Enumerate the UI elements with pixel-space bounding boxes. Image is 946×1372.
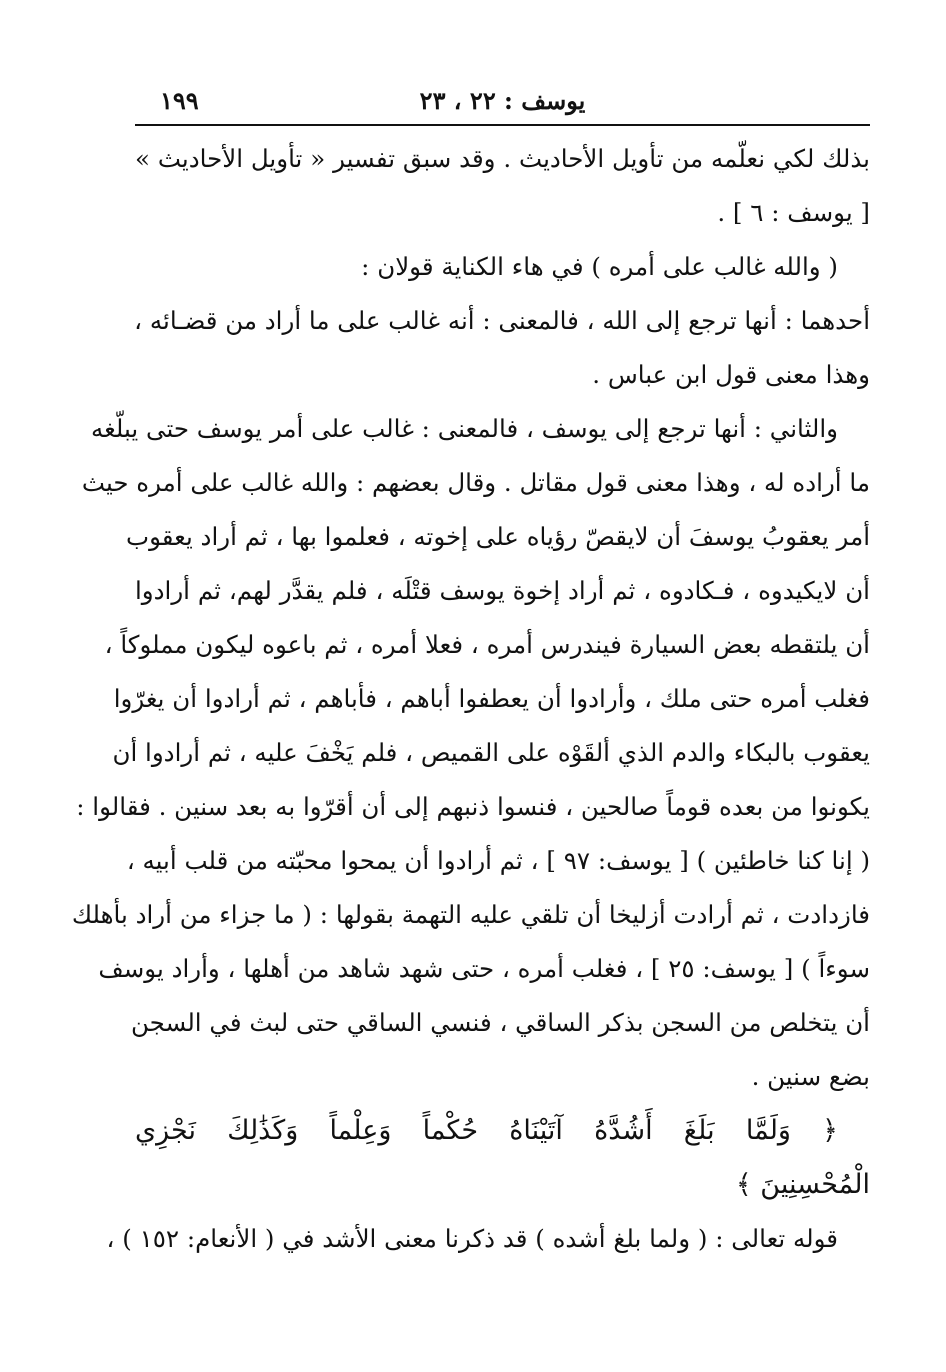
text-line: فازدادت ، ثم أرادت أزليخا أن تلقي عليه التهمة بقولها : ( ما جزاء من أراد بأهلك: [71, 900, 870, 929]
text-line: أن يلتقطه بعض السيارة فيندرس أمره ، فعلا أمره ، ثم باعوه ليكون مملوكاً ،: [104, 630, 870, 659]
text-line: [ يوسف : ٦ ] .: [717, 198, 870, 227]
page-body: [71, 132, 870, 1266]
text-line: أمر يعقوبُ يوسفَ أن لايقصّ رؤياه على إخوته ، فعلموا بها ، ثم أراد يعقوب: [126, 522, 870, 551]
quran-verse-line: ﴿ وَلَمَّا بَلَغَ أَشُدَّهُ آتَيْنَاهُ حُكْماً وَعِلْماً وَكَذَٰلِكَ نَجْزِي: [135, 1115, 838, 1146]
header-divider: [135, 124, 870, 126]
text-line: والثاني : أنها ترجع إلى يوسف ، فالمعنى : غالب على أمر يوسف حتى يبلّغه: [90, 414, 838, 443]
text-line: فغلب أمره حتى ملك ، وأرادوا أن يعطفوا أباهم ، فأباهم ، ثم أرادوا أن يغرّوا: [113, 684, 870, 713]
running-head: يوسف : ٢٢ ، ٢٣: [419, 86, 586, 115]
text-line: يكونوا من بعده قوماً صالحين ، فنسوا ذنبهم إلى أن أقرّوا به بعد سنين . فقالوا :: [76, 792, 870, 821]
text-line: قوله تعالى : ( ولما بلغ أشده ) قد ذكرنا معنى الأشد في ( الأنعام: ١٥٢ ) ،: [106, 1224, 838, 1253]
text-line: بذلك لكي نعلّمه من تأويل الأحاديث . وقد سبق تفسير « تأويل الأحاديث »: [135, 144, 870, 173]
text-line: سوءاً ) [ يوسف: ٢٥ ] ، فغلب أمره ، حتى شهد شاهد من أهلها ، وأراد يوسف: [98, 954, 870, 983]
text-line: ( إنا كنا خاطئين ) [ يوسف: ٩٧ ] ، ثم أرادوا أن يمحوا محبّته من قلب أبيه ،: [126, 846, 870, 875]
text-line: ما أراده له ، وهذا معنى قول مقاتل . وقال بعضهم : والله غالب على أمره حيث: [81, 468, 870, 497]
quran-verse-line: الْمُحْسِنِينَ ﴾: [735, 1169, 870, 1200]
text-line: أحدهما : أنها ترجع إلى الله ، فالمعنى : أنه غالب على ما أراد من قضـائه ،: [134, 306, 870, 335]
text-line: أن لايكيدوه ، فـكادوه ، ثم أراد إخوة يوسف قتْلَه ، فلم يقدَّر لهم، ثم أرادوا: [135, 576, 870, 605]
page-header: [135, 82, 870, 122]
page-number: ١٩٩: [160, 86, 199, 115]
text-line: أن يتخلص من السجن بذكر الساقي ، فنسي الساقي حتى لبث في السجن: [131, 1008, 870, 1037]
text-line: يعقوب بالبكاء والدم الذي ألقَوْه على القميص ، فلم يَخْفَ عليه ، ثم أرادوا أن: [112, 738, 870, 767]
text-line: وهذا معنى قول ابن عباس .: [592, 360, 870, 389]
text-line: ( والله غالب على أمره ) في هاء الكناية قولان :: [361, 252, 838, 281]
text-line: بضع سنين .: [751, 1062, 870, 1091]
